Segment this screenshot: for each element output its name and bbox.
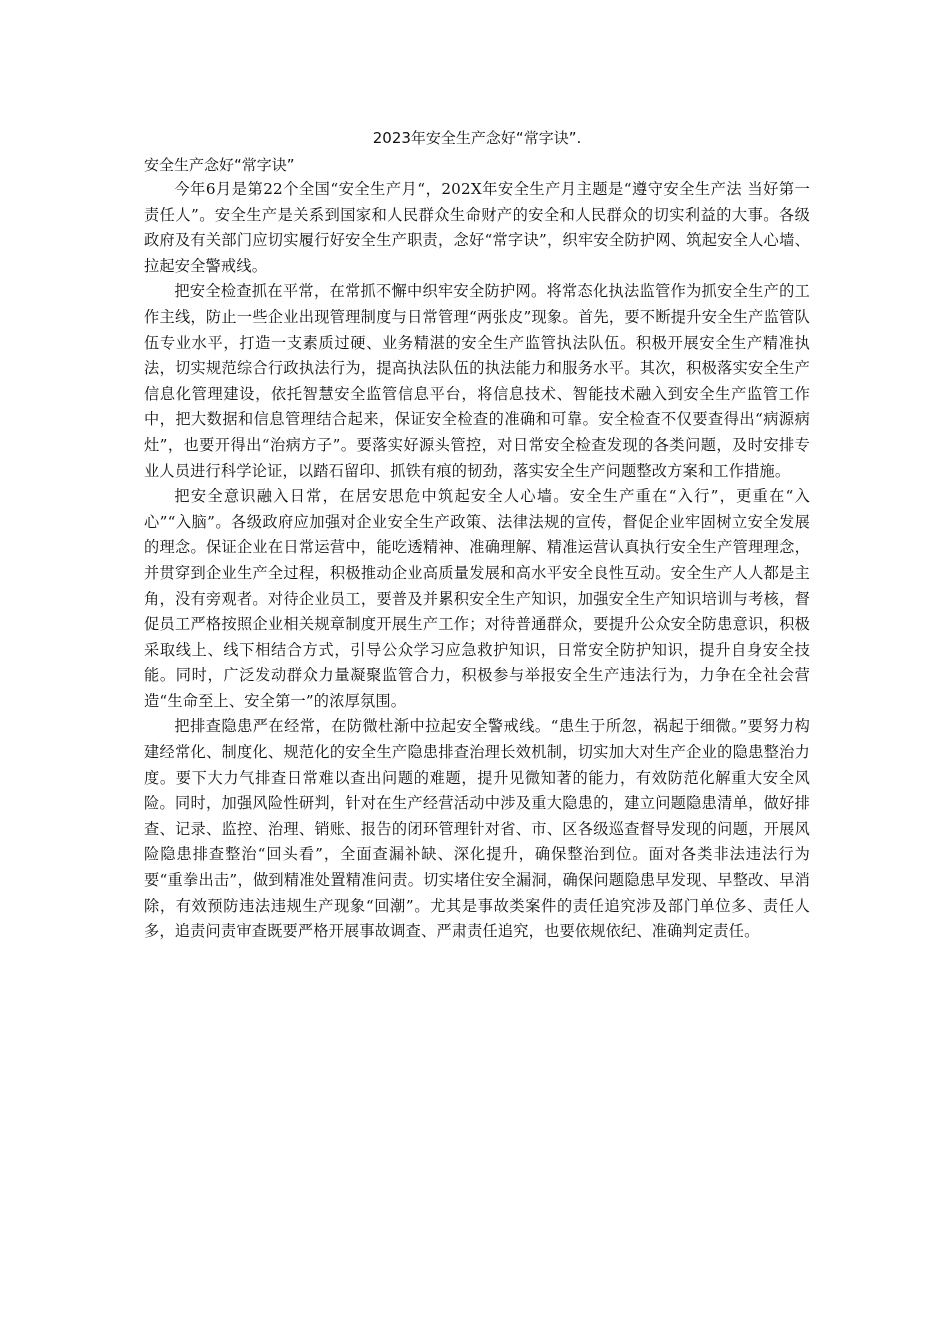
document-subtitle: 安全生产念好“常字诀” <box>144 156 295 174</box>
document-title: 2023年安全生产念好“常字诀”. <box>372 129 582 147</box>
paragraph-awareness: 把安全意识融入日常，在居安思危中筑起安全人心墙。安全生产重在“入行”，更重在“入心”“入脑”。各级政府应加强对企业安全生产政策、法律法规的宣传，督促企业牢固树立安全发展的理念。保证企业在日常运营中，能吃透精神、准确理解、精准运营认真执行安全生产管理理念，并贯穿到企业生产全过程，积极推动企业高质量发展和高水平安全良性互动。安全生产人人都是主角，没有旁观者。对待企业员工，要普及并累积安全生产知识，加强安全生产知识培训与考核，督促员工严格按照企业相关规章制度开展生产工作；对待普通群众，要提升公众安全防患意识，积极采取线上、线下相结合方式，引导公众学习应急救护知识，日常安全防护知识，提升自身安全技能。同时，广泛发动群众力量凝聚监管合力，积极参与举报安全生产违法行为，力争在全社会营造“生命至上、安全第一”的浓厚氛围。 <box>144 487 810 710</box>
paragraph-hazard: 把排查隐患严在经常，在防微杜渐中拉起安全警戒线。“患生于所忽，祸起于细微。”要努力构建经常化、制度化、规范化的安全生产隐患排查治理长效机制，切实加大对生产企业的隐患整治力度。要下大力气排查日常难以查出问题的难题，提升见微知著的能力，有效防范化解重大安全风险。同时，加强风险性研判，针对在生产经营活动中涉及重大隐患的，建立问题隐患清单，做好排查、记录、监控、治理、销账、报告的闭环管理针对省、市、区各级巡查督导发现的问题，开展风险隐患排查整治“回头看”，全面查漏补缺、深化提升，确保整治到位。面对各类非法违法行为要“重拳出击”，做到精准处置精准问责。切实堵住安全漏洞，确保问题隐患早发现、早整改、早消除，有效预防违法违规生产现象“回潮”。尤其是事故类案件的责任追究涉及部门单位多、责任人多，追责问责审查既要严格开展事故调查、严肃责任追究，也要依规依纪、准确判定责任。 <box>144 717 810 941</box>
document-body <box>144 126 810 945</box>
paragraph-intro: 今年6月是第22个全国“安全生产月“，202X年安全生产月主题是“遵守安全生产法 当好第一责任人”。安全生产是关系到国家和人民群众生命财产的安全和人民群众的切实利益的大事。各级政府及有关部门应切实履行好安全生产职责，念好“常字诀”，织牢安全防护网、筑起安全人心墙、拉起安全警戒线。 <box>144 180 810 275</box>
paragraph-inspection: 把安全检查抓在平常，在常抓不懈中织牢安全防护网。将常态化执法监管作为抓安全生产的工作主线，防止一些企业出现管理制度与日常管理“两张皮”现象。首先，要不断提升安全生产监管队伍专业水平，打造一支素质过硬、业务精湛的安全生产监管执法队伍。积极开展安全生产精准执法，切实规范综合行政执法行为，提高执法队伍的执法能力和服务水平。其次，积极落实安全生产信息化管理建设，依托智慧安全监管信息平台，将信息技术、智能技术融入到安全生产监管工作中，把大数据和信息管理结合起来，保证安全检查的准确和可靠。安全检查不仅要查得出“病源病灶”，也要开得出“治病方子”。要落实好源头管控，对日常安全检查发现的各类问题，及时安排专业人员进行科学论证，以踏石留印、抓铁有痕的韧劲，落实安全生产问题整改方案和工作措施。 <box>144 282 810 480</box>
